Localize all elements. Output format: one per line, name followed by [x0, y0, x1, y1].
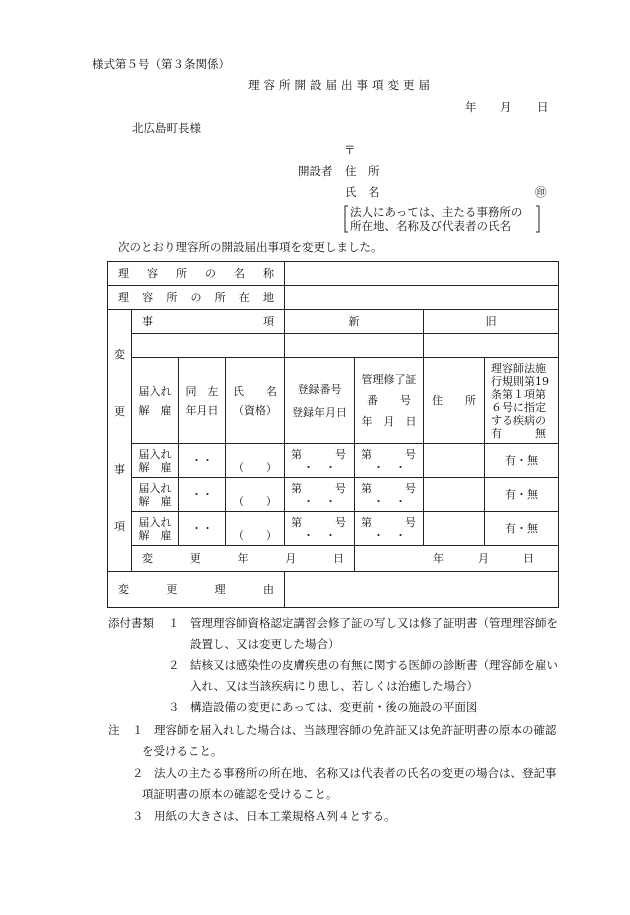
change-date-field[interactable]: 年 月 日	[355, 546, 559, 572]
shop-name-label: 理 容 所 の 名 称	[108, 262, 285, 286]
attachment-3-line1: 構造設備の変更にあっては、変更前・後の施設の平面図	[190, 700, 478, 714]
change-reason-field[interactable]	[285, 572, 559, 608]
addressee: 北広島町長様	[132, 121, 201, 135]
document-title: 理容所開設届出事項変更届	[248, 78, 434, 92]
applicant-address-label: 住 所	[345, 164, 380, 178]
attachment-2-line1: 結核又は感染性の皮膚疾患の有無に関する医師の診断書（理容師を雇い	[190, 658, 558, 672]
date-cell[interactable]: ・・	[179, 512, 226, 546]
addr-cell[interactable]	[424, 512, 485, 546]
date-year: 年	[465, 100, 477, 114]
attachment-1-line2: 設置し、又は変更した場合）	[190, 637, 340, 651]
col-disease-header: 理容師法施 行規則第19 条第１項第 ６号に指定 する疾病の 有 無	[485, 358, 559, 444]
new-blank-row[interactable]	[285, 334, 424, 358]
attachment-2-num: ２	[168, 658, 180, 672]
change-reason-label: 変 更 理 由	[108, 572, 285, 608]
note-1-line1: 理容師を届入れした場合は、当該理容師の免許証又は免許証明書の原本の確認	[154, 723, 557, 737]
corporate-note-line1: 法人にあっては、主たる事務所の	[350, 205, 523, 219]
shop-location-label: 理 容 所 の 所 在 地	[108, 286, 285, 310]
change-items-side-label: 変 更 事 項	[108, 310, 132, 572]
date-day: 日	[537, 100, 549, 114]
note-3-line1: 用紙の大きさは、日本工業規格Ａ列４とする。	[154, 809, 396, 823]
note-1-line2: を受けること。	[142, 744, 223, 758]
shop-location-field[interactable]	[285, 286, 559, 310]
table-row	[108, 512, 559, 546]
name-cell[interactable]: （ ）	[226, 478, 285, 512]
item-blank-row[interactable]	[132, 334, 285, 358]
postal-mark: 〒	[344, 143, 356, 157]
header-new: 新	[285, 310, 424, 334]
note-3-num: ３	[132, 809, 144, 823]
col-date-header: 同 左 年月日	[179, 358, 226, 444]
name-cell[interactable]: （ ）	[226, 512, 285, 546]
attachment-1-line1: 管理理容師資格認定講習会修了証の写し又は修了証明書（管理理容師を	[190, 616, 558, 630]
name-cell[interactable]: （ ）	[226, 444, 285, 478]
attachment-2-line2: 入れ、又は当該疾病にり患し、若しくは治癒した場合）	[190, 679, 479, 693]
mgr-cell[interactable]: 第 号 ・ ・	[355, 512, 424, 546]
col-name-header: 氏 名 （資格）	[226, 358, 285, 444]
header-old: 旧	[424, 310, 559, 334]
header-item: 事 項	[132, 310, 285, 334]
mgr-cell[interactable]: 第 号 ・ ・	[355, 444, 424, 478]
col-addr-header: 住 所	[424, 358, 485, 444]
attachment-1-num: １	[168, 616, 180, 630]
mgr-cell[interactable]: 第 号 ・ ・	[355, 478, 424, 512]
applicant-name-label: 氏 名	[345, 185, 380, 199]
disease-cell[interactable]: 有・無	[485, 512, 559, 546]
form-number: 様式第５号（第３条関係）	[92, 57, 230, 71]
disease-cell[interactable]: 有・無	[485, 478, 559, 512]
date-month: 月	[500, 100, 512, 114]
change-table	[107, 261, 559, 608]
applicant-role: 開設者	[298, 164, 333, 178]
reg-cell[interactable]: 第 号 ・ ・	[285, 478, 355, 512]
note-2-num: ２	[132, 766, 144, 780]
corporate-note-line2: 所在地、名称及び代表者の氏名	[350, 219, 511, 233]
table-row	[108, 478, 559, 512]
change-date-label: 変 更 年 月 日	[132, 546, 355, 572]
shop-name-field[interactable]	[285, 262, 559, 286]
addr-cell[interactable]	[424, 444, 485, 478]
hire-cell[interactable]: 届入れ 解 雇	[132, 512, 179, 546]
date-cell[interactable]: ・・	[179, 444, 226, 478]
col-mgr-header: 管理修了証 番 号 年 月 日	[355, 358, 424, 444]
attachment-3-num: ３	[168, 700, 180, 714]
note-1-num: １	[132, 723, 144, 737]
corporate-note	[342, 204, 542, 234]
intro-text: 次のとおり理容所の開設届出事項を変更しました。	[118, 240, 383, 254]
date-cell[interactable]: ・・	[179, 478, 226, 512]
col-hire-header: 届入れ 解 雇	[132, 358, 179, 444]
disease-cell[interactable]: 有・無	[485, 444, 559, 478]
reg-cell[interactable]: 第 号 ・ ・	[285, 512, 355, 546]
attachments-label: 添付書類	[108, 616, 154, 630]
table-row	[108, 444, 559, 478]
seal-mark: ㊞	[535, 185, 547, 199]
note-2-line1: 法人の主たる事務所の所在地、名称又は代表者の氏名の変更の場合は、登記事	[154, 766, 557, 780]
notes-label: 注	[108, 723, 120, 737]
reg-cell[interactable]: 第 号 ・ ・	[285, 444, 355, 478]
col-reg-header: 登録番号 登録年月日	[285, 358, 355, 444]
addr-cell[interactable]	[424, 478, 485, 512]
note-2-line2: 項証明書の原本の確認を受けること。	[142, 787, 338, 801]
old-blank-row[interactable]	[424, 334, 559, 358]
hire-cell[interactable]: 届入れ 解 雇	[132, 444, 179, 478]
hire-cell[interactable]: 届入れ 解 雇	[132, 478, 179, 512]
